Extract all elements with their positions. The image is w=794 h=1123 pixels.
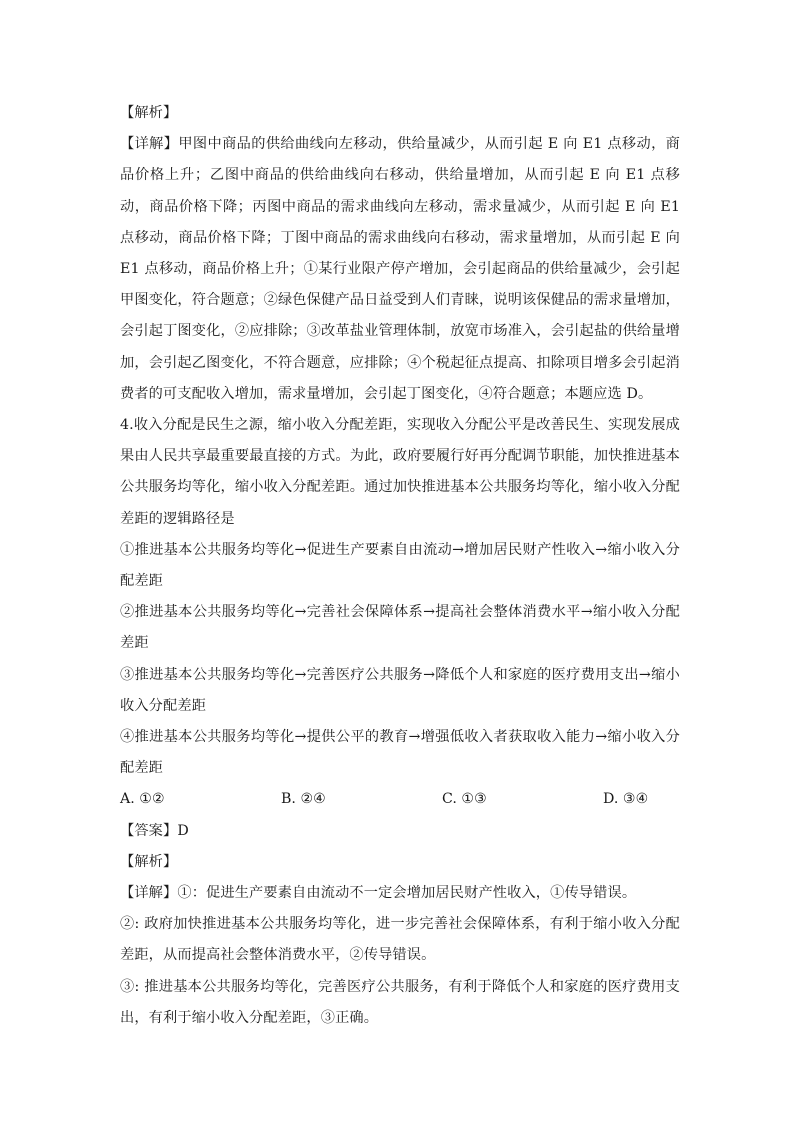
answer-value: D [177, 822, 189, 839]
option-b: B. ②④ [281, 791, 326, 808]
q4-options [120, 784, 680, 815]
q3-detail-text: 甲图中商品的供给曲线向左移动，供给量减少，从而引起 E 向 E1 点移动，商品价格上升；乙图中商品的供给曲线向右移动，供给量增加，从而引起 E 向 E1 点移动，商品价格下降；丙图中商品的需求曲线向左移动，需求量减少，从而引起 E 向 E1 点移动，商品价格下降；丁图中商品的需求曲线向右移动，需求量增加，从而引起 E 向 E1 点移动，商品价格上升；①某行业限产停产增加，会引起商品的供给量减少，会引起甲图变化，符合题意；②绿色保健产品日益受到人们青睐，说明该保健品的需求量增加，会引起丁图变化，②应排除；③改革盐业管理体制，放宽市场准入，会引起盐的供给量增加，会引起乙图变化，不符合题意，应排除；④个税起征点提高、扣除项目增多会引起消费者的可支配收入增加，需求量增加，会引起丁图变化，④符合题意；本题应选 D。 [120, 136, 680, 402]
q4-explanation-3: ③: 推进基本公共服务均等化，完善医疗公共服务，有利于降低个人和家庭的医疗费用支出，有利于缩小收入分配差距，③正确。 [120, 978, 680, 1026]
q4-explanation-1 [120, 878, 680, 909]
answer-tag: 【答案】 [120, 822, 178, 839]
q4-item-4: ④推进基本公共服务均等化→提供公平的教育→增强低收入者获取收入能力→缩小收入分配差距 [120, 729, 680, 777]
q4-item-1: ①推进基本公共服务均等化→促进生产要素自由流动→增加居民财产性收入→缩小收入分配差距 [120, 541, 680, 590]
q4-answer [120, 816, 680, 847]
analysis-tag: 【解析】 [120, 853, 178, 870]
q4-stem: 4.收入分配是民生之源，缩小收入分配差距，实现收入分配公平是改善民生、实现发展成果由人民共享最重要最直接的方式。为此，政府要履行好再分配调节职能，加快推进基本公共服务均等化，缩小收入分配差距。通过加快推进基本公共服务均等化，缩小收入分配差距的逻辑路径是 [120, 417, 680, 527]
q4-analysis-heading [120, 847, 680, 878]
q4-item-2: ②推进基本公共服务均等化→完善社会保障体系→提高社会整体消费水平→缩小收入分配差距 [120, 604, 680, 652]
detail-tag: 【详解】 [120, 136, 179, 153]
option-d: D. ③④ [603, 791, 649, 808]
option-c: C. ①③ [442, 791, 487, 808]
document-content [120, 98, 680, 1034]
q3-analysis-heading [120, 98, 680, 129]
analysis-tag: 【解析】 [120, 105, 178, 121]
q4-explanation-1-text: ①：促进生产要素自由流动不一定会增加居民财产性收入，①传导错误。 [177, 885, 637, 902]
q4-item-3: ③推进基本公共服务均等化→完善医疗公共服务→降低个人和家庭的医疗费用支出→缩小收入分配差距 [120, 666, 680, 714]
q4-explanation-2: ②: 政府加快推进基本公共服务均等化，进一步完善社会保障体系，有利于缩小收入分配差距，从而提高社会整体消费水平，②传导错误。 [120, 916, 680, 964]
detail-tag: 【详解】 [120, 885, 178, 902]
q3-detail-paragraph [120, 129, 680, 410]
option-a: A. ①② [120, 791, 165, 808]
